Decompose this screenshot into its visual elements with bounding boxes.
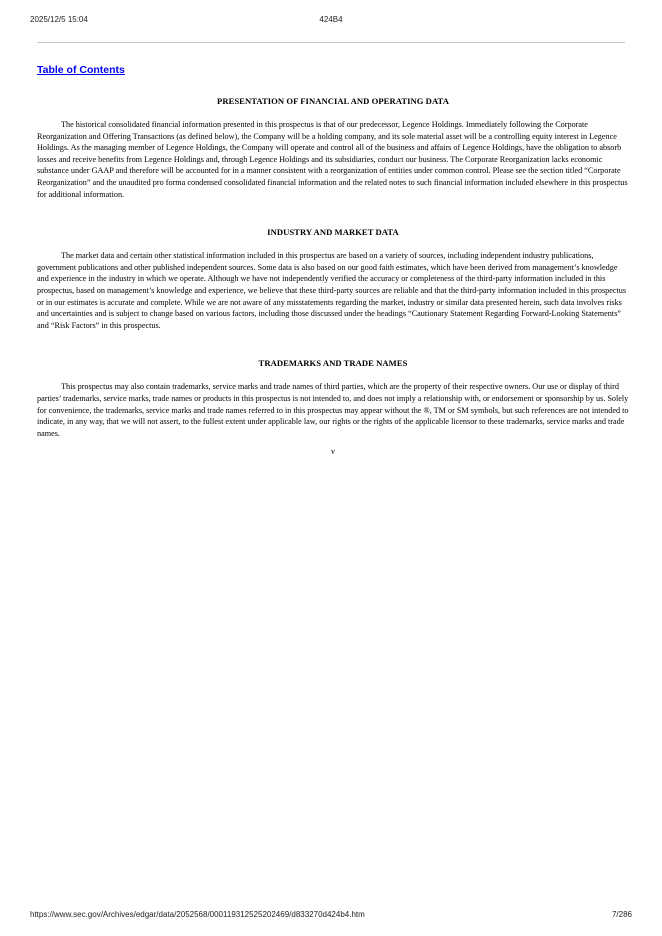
- table-of-contents-link[interactable]: Table of Contents: [37, 64, 125, 76]
- section-title-trademarks: TRADEMARKS AND TRADE NAMES: [258, 358, 408, 369]
- page-number: v: [331, 447, 335, 457]
- section-body-trademarks: This prospectus may also contain trademarks, service marks and trade names of third parties, which are the property of their respective owners. Our use or display of third parties’ trademarks, service marks, trade names or products in this prospectus is not intended to, and does not imply a relationship with, or endorsement or sponsorship by us. Solely for convenience, the trademarks, service marks and trade names referred to in this prospectus may appear without the ®, TM or SM symbols, but such references are not intended to indicate, in any way, that we will not assert, to the fullest extent under applicable law, our rights or the rights of the applicable licensor to these trademarks, service marks and trade names.: [37, 382, 629, 438]
- print-doc-title: 424B4: [319, 15, 343, 24]
- print-url: https://www.sec.gov/Archives/edgar/data/2052568/000119312525202469/d833270d424b4.htm: [30, 910, 365, 919]
- section-title-financial-data: PRESENTATION OF FINANCIAL AND OPERATING DATA: [217, 96, 449, 106]
- print-header: [30, 15, 632, 29]
- print-datetime: 2025/12/5 15:04: [30, 15, 88, 24]
- print-page-count: 7/286: [611, 910, 632, 919]
- print-footer: [30, 910, 632, 922]
- section-title-industry-data: INDUSTRY AND MARKET DATA: [267, 227, 399, 238]
- section-body-industry-data: The market data and certain other statistical information included in this prospectus are based on a variety of sources, including independent industry publications, government publications and other published independent sources. Some data is also based on our good faith estimates, which have been derived from management’s knowledge and experience in the industry in which we operate. Although we have not independently verified the accuracy or completeness of the third-party information included in this prospectus, based on management’s knowledge and experience, we believe that these third-party sources are reliable and that the third-party information included in this prospectus or in our estimates is accurate and complete. While we are not aware of any misstatements regarding the market, industry or similar data presented herein, such data involves risks and uncertainties and is subject to change based on various factors, including those discussed under the headings “Cautionary Statement Regarding Forward-Looking Statements” and “Risk Factors” in this prospectus.: [37, 251, 627, 330]
- header-divider: [37, 42, 625, 43]
- document-body: [37, 60, 629, 456]
- section-body-financial-data: The historical consolidated financial information presented in this prospectus is that of our predecessor, Legence Holdings. Immediately following the Corporate Reorganization and Offering Transactions (as defined below), the Company will be a holding company, and its sole material asset will be a controlling equity interest in Legence Holdings. As the managing member of Legence Holdings, the Company will operate and control all of the business and affairs of Legence Holdings, have the obligation to absorb losses and receive benefits from Legence Holdings and, through Legence Holdings and its subsidiaries, conduct our business. The Corporate Reorganization lacks economic substance under GAAP and therefore will be accounted for in a manner consistent with a reorganization of entities under common control. Please see the section titled “Corporate Reorganization” and the unaudited pro forma condensed consolidated financial information and the related notes to such financial information included elsewhere in this prospectus for additional information.: [37, 120, 628, 199]
